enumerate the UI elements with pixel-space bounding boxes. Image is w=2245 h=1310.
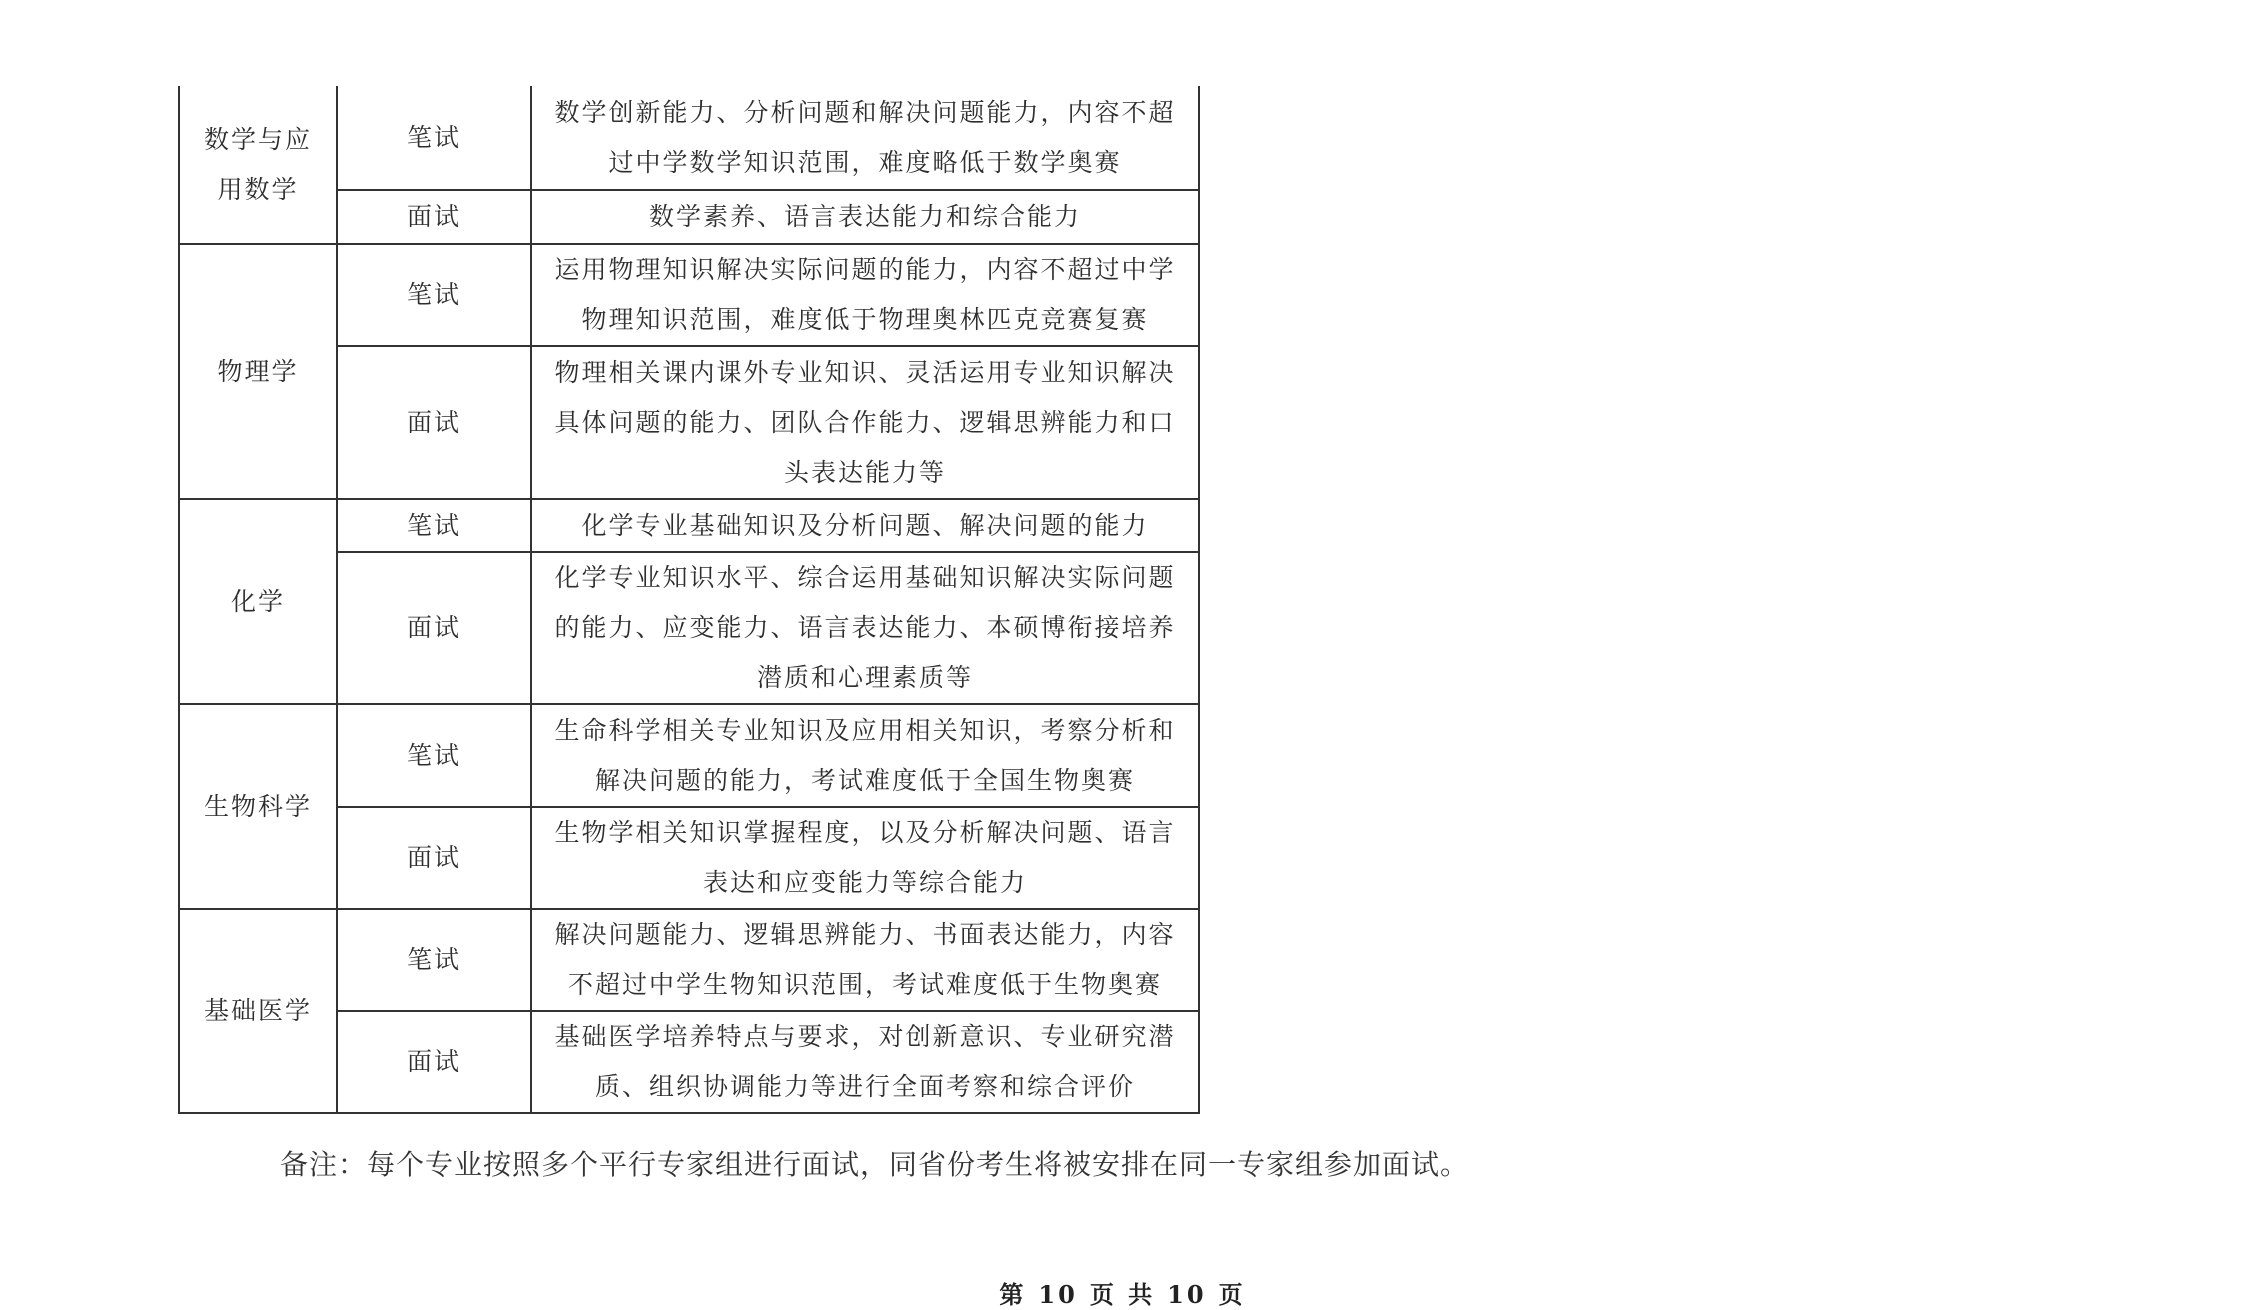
table-row (179, 86, 1199, 190)
exam-type-cell: 面试 (337, 190, 531, 244)
exam-type-cell: 面试 (337, 1011, 531, 1113)
remark-note: 备注：每个专业按照多个平行专家组进行面试，同省份考生将被安排在同一专家组参加面试。 (280, 1148, 1470, 1181)
table-row (179, 499, 1199, 552)
exam-type-cell: 面试 (337, 346, 531, 499)
exam-type-cell: 面试 (337, 552, 531, 704)
exam-content-cell: 化学专业基础知识及分析问题、解决问题的能力 (531, 499, 1199, 552)
exam-type-cell: 笔试 (337, 86, 531, 190)
table-row (179, 704, 1199, 807)
exam-content-cell: 化学专业知识水平、综合运用基础知识解决实际问题的能力、应变能力、语言表达能力、本硕博衔接培养潜质和心理素质等 (531, 552, 1199, 704)
footer-suffix: 页 (1218, 1280, 1246, 1309)
exam-content-cell: 物理相关课内课外专业知识、灵活运用专业知识解决具体问题的能力、团队合作能力、逻辑思辨能力和口头表达能力等 (531, 346, 1199, 499)
exam-content-cell: 解决问题能力、逻辑思辨能力、书面表达能力，内容不超过中学生物知识范围，考试难度低于生物奥赛 (531, 909, 1199, 1011)
exam-type-cell: 笔试 (337, 499, 531, 552)
table-row (179, 244, 1199, 346)
exam-type-cell: 笔试 (337, 704, 531, 807)
footer-prefix: 第 (999, 1280, 1027, 1309)
subject-cell: 数学与应用数学 (179, 86, 337, 244)
subject-cell: 物理学 (179, 244, 337, 499)
total-page-number: 10 (1167, 1280, 1207, 1309)
exam-type-cell: 面试 (337, 807, 531, 909)
exam-type-cell: 笔试 (337, 909, 531, 1011)
exam-content-cell: 生物学相关知识掌握程度，以及分析解决问题、语言表达和应变能力等综合能力 (531, 807, 1199, 909)
footer-middle: 页 共 (1089, 1280, 1156, 1309)
exam-type-cell: 笔试 (337, 244, 531, 346)
exam-content-cell: 基础医学培养特点与要求，对创新意识、专业研究潜质、组织协调能力等进行全面考察和综合评价 (531, 1011, 1199, 1113)
subject-cell: 基础医学 (179, 909, 337, 1113)
page-footer (0, 1275, 2245, 1310)
exam-content-cell: 运用物理知识解决实际问题的能力，内容不超过中学物理知识范围，难度低于物理奥林匹克竞赛复赛 (531, 244, 1199, 346)
subject-cell: 化学 (179, 499, 337, 704)
exam-content-table (178, 86, 1200, 1114)
exam-content-cell: 生命科学相关专业知识及应用相关知识，考察分析和解决问题的能力，考试难度低于全国生物奥赛 (531, 704, 1199, 807)
exam-content-cell: 数学创新能力、分析问题和解决问题能力，内容不超过中学数学知识范围，难度略低于数学奥赛 (531, 86, 1199, 190)
current-page-number: 10 (1038, 1280, 1078, 1309)
exam-content-cell: 数学素养、语言表达能力和综合能力 (531, 190, 1199, 244)
subject-cell: 生物科学 (179, 704, 337, 909)
table-row (179, 909, 1199, 1011)
